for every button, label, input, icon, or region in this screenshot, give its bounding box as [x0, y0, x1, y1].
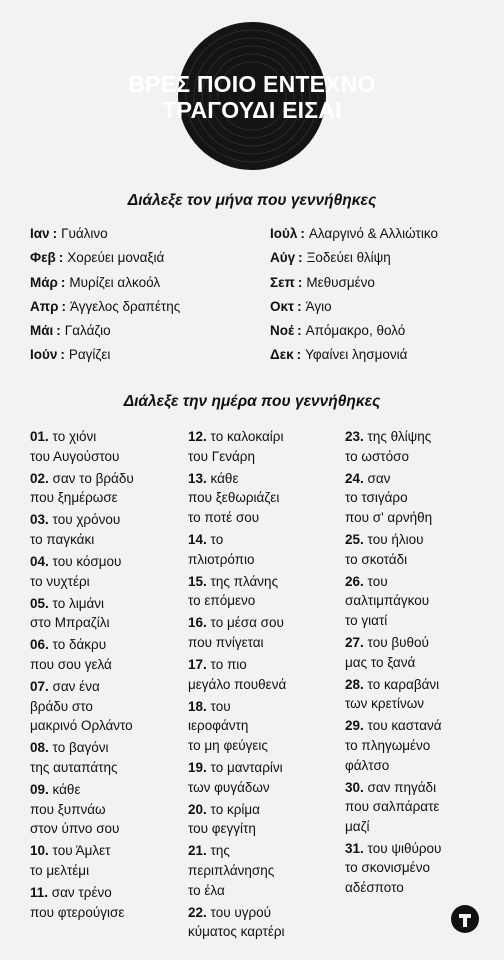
day-text: το καραβάνι: [367, 676, 440, 692]
day-text: της θλίψης: [367, 429, 432, 444]
day-text: σαν πηγάδι: [367, 779, 437, 795]
day-number: 26.: [345, 573, 364, 589]
day-text: που ξεθωριάζει: [188, 490, 280, 506]
day-line: [345, 839, 495, 859]
day-text: το βαγόνι: [52, 740, 109, 756]
day-text: το καλοκαίρι: [210, 429, 284, 444]
month-phrase: Γυάλινο: [61, 226, 108, 241]
day-line: [188, 572, 338, 592]
day-number: 09.: [30, 782, 49, 798]
day-number: 25.: [345, 531, 364, 547]
day-text: το επόμενο: [188, 593, 256, 609]
day-entry: [345, 469, 495, 528]
day-text: που σαλπάρατε: [345, 799, 440, 815]
day-entry: [188, 841, 338, 900]
day-text: του χρόνου: [52, 512, 121, 528]
day-entry: [345, 839, 495, 898]
day-column-1: [30, 427, 180, 925]
day-line: [30, 738, 180, 758]
day-text: κάθε: [210, 470, 239, 486]
day-entry: [345, 716, 495, 775]
month-row: [270, 275, 438, 299]
day-number: 31.: [345, 840, 364, 856]
day-number: 13.: [188, 470, 207, 486]
day-line: [30, 635, 180, 655]
day-entry: [345, 675, 495, 714]
day-text: το σκονισμένο: [345, 860, 430, 876]
month-row: [30, 226, 180, 250]
month-separator: :: [296, 347, 302, 363]
day-line: [345, 694, 495, 714]
day-text: του Άμλετ: [52, 843, 111, 859]
day-entry: [188, 613, 338, 652]
day-text: του Αυγούστου: [30, 448, 120, 464]
day-line: [345, 530, 495, 550]
day-text: κύματος καρτέρι: [188, 924, 285, 940]
day-text: το παγκάκι: [30, 531, 95, 547]
day-text: μεγάλο πουθενά: [188, 676, 287, 692]
day-number: 03.: [30, 512, 49, 528]
day-number: 23.: [345, 429, 364, 444]
month-phrase: Άγιο: [305, 298, 332, 314]
day-section-heading: Διάλεξε την ημέρα που γεννήθηκες: [123, 393, 381, 410]
day-number: 27.: [345, 634, 364, 650]
day-entry: [188, 903, 338, 942]
day-entry: [30, 552, 180, 591]
day-text: που ξημέρωσε: [30, 490, 118, 506]
day-line: [345, 675, 495, 695]
day-line: [188, 530, 338, 550]
day-line: [30, 716, 180, 736]
day-line: [188, 697, 338, 717]
day-text: το ωστόσο: [345, 448, 409, 464]
month-row: [30, 323, 180, 347]
day-line: [30, 655, 180, 675]
day-number: 12.: [188, 429, 207, 444]
day-line: [188, 800, 338, 820]
day-entry: [30, 635, 180, 674]
month-phrase: Υφαίνει λησμονιά: [305, 347, 408, 363]
day-line: [345, 550, 495, 570]
day-text: φάλτσο: [345, 757, 390, 773]
day-text: το μελτέμι: [30, 862, 90, 878]
day-text: μας το ξανά: [345, 654, 416, 670]
day-entry: [30, 469, 180, 508]
day-line: [30, 510, 180, 530]
day-text: που φτερούγισε: [30, 904, 125, 920]
page-title-line-2: ΤΡΑΓΟΥΔΙ ΕΙΣΑΙ: [162, 97, 342, 123]
month-abbr: Ιούλ: [270, 226, 298, 241]
day-number: 16.: [188, 615, 207, 631]
day-line: [188, 881, 338, 901]
day-line: [188, 550, 338, 570]
day-text: το μέσα σου: [210, 615, 284, 631]
day-text: στο Μπραζίλι: [30, 615, 110, 631]
day-text: του κόσμου: [52, 554, 122, 570]
day-text: το έλα: [188, 882, 225, 898]
month-phrase: Ξοδεύει θλίψη: [306, 250, 391, 266]
day-number: 28.: [345, 676, 364, 692]
day-entry: [188, 697, 338, 756]
day-entry: [188, 427, 338, 466]
day-text: που ξυπνάω: [30, 801, 106, 817]
month-phrase: Απόμακρο, θολό: [305, 323, 406, 339]
day-line: [30, 447, 180, 467]
month-abbr: Μάι: [30, 323, 54, 339]
day-line: [188, 758, 338, 778]
day-entry: [188, 469, 338, 528]
day-entry: [30, 427, 180, 466]
page-title-line-1: ΒΡΕΣ ΠΟΙΟ ΕΝΤΕΧΝΟ: [128, 71, 376, 97]
day-line: [188, 633, 338, 653]
day-number: 10.: [30, 843, 49, 859]
day-text: των κρετίνων: [345, 696, 425, 712]
day-line: [188, 922, 338, 942]
day-entry: [188, 800, 338, 839]
day-entry: [30, 841, 180, 880]
month-column-left: [30, 226, 180, 372]
day-entry: [188, 655, 338, 694]
day-line: [30, 861, 180, 881]
day-text: του Γενάρη: [188, 448, 255, 464]
day-line: [345, 633, 495, 653]
day-column-2: [188, 427, 338, 944]
month-abbr: Ιαν: [30, 226, 50, 241]
month-abbr: Απρ: [30, 298, 59, 314]
day-line: [345, 653, 495, 673]
day-text: του: [367, 573, 388, 589]
day-text: σαν το βράδυ: [52, 470, 134, 486]
month-separator: :: [297, 274, 303, 290]
day-text: περιπλάνησης: [188, 862, 275, 878]
month-phrase: Μυρίζει αλκοόλ: [69, 274, 161, 290]
day-line: [345, 817, 495, 837]
month-row: [30, 275, 180, 299]
day-line: [188, 841, 338, 861]
day-line: [30, 530, 180, 550]
day-text: της πλάνης: [210, 573, 279, 589]
month-abbr: Νοέ: [270, 323, 295, 339]
day-text: που σου γελά: [30, 657, 112, 673]
day-text: των φυγάδων: [188, 779, 270, 795]
day-text: το κρίμα: [210, 801, 260, 817]
day-number: 08.: [30, 740, 49, 756]
day-line: [188, 427, 338, 447]
day-line: [345, 591, 495, 611]
day-line: [188, 736, 338, 756]
day-line: [345, 427, 495, 447]
month-abbr: Ιούν: [30, 347, 58, 363]
day-line: [188, 716, 338, 736]
day-line: [188, 655, 338, 675]
day-number: 20.: [188, 801, 207, 817]
day-entry: [188, 758, 338, 797]
publisher-logo-icon: [451, 905, 479, 933]
day-text: που πνίγεται: [188, 634, 264, 650]
day-entry: [188, 572, 338, 611]
month-row: [270, 250, 438, 274]
day-entry: [30, 594, 180, 633]
day-number: 15.: [188, 573, 207, 589]
month-abbr: Δεκ: [270, 347, 294, 363]
day-entry: [345, 633, 495, 672]
day-text: μακρινό Ορλάντο: [30, 718, 133, 734]
day-number: 24.: [345, 470, 364, 486]
day-text: στον ύπνο σου: [30, 821, 120, 837]
month-column-right: [270, 226, 438, 372]
day-entry: [30, 738, 180, 777]
month-separator: :: [61, 298, 66, 314]
day-line: [188, 675, 338, 695]
day-number: 29.: [345, 718, 364, 734]
day-line: [30, 572, 180, 592]
day-line: [345, 572, 495, 592]
day-text: το ποτέ σου: [188, 509, 260, 525]
day-line: [30, 819, 180, 839]
month-row: [30, 250, 180, 274]
day-number: 14.: [188, 531, 207, 547]
day-text: το δάκρυ: [52, 637, 107, 653]
day-entry: [345, 530, 495, 569]
month-section-heading: Διάλεξε τον μήνα που γεννήθηκες: [127, 192, 377, 209]
day-number: 11.: [30, 885, 49, 901]
month-row: [270, 323, 438, 347]
month-abbr: Αύγ: [270, 250, 296, 266]
day-text: σαλτιμπάγκου: [345, 593, 430, 609]
day-column-3: [345, 427, 495, 900]
day-line: [30, 697, 180, 717]
day-entry: [345, 427, 495, 466]
day-line: [188, 508, 338, 528]
day-number: 06.: [30, 637, 49, 653]
day-text: το: [210, 531, 224, 547]
month-phrase: Χορεύει μοναξιά: [67, 250, 165, 266]
day-line: [188, 613, 338, 633]
day-text: του φεγγίτη: [188, 821, 256, 837]
day-line: [188, 778, 338, 798]
day-text: κάθε: [52, 782, 81, 798]
day-line: [345, 778, 495, 798]
day-line: [188, 469, 338, 489]
day-text: το τσιγάρο: [345, 490, 408, 506]
month-phrase: Γαλάζιο: [64, 323, 111, 339]
day-text: το μη φεύγεις: [188, 737, 268, 753]
month-separator: :: [60, 347, 65, 363]
month-separator: :: [298, 250, 303, 266]
day-text: το μανταρίνι: [210, 760, 283, 775]
day-text: το χιόνι: [52, 429, 97, 444]
day-line: [345, 797, 495, 817]
day-text: του υγρού: [210, 904, 272, 920]
month-phrase: Άγγελος δραπέτης: [69, 298, 181, 314]
day-text: το λιμάνι: [52, 595, 105, 611]
month-phrase: Ραγίζει: [68, 347, 111, 363]
day-line: [30, 903, 180, 923]
day-text: μαζί: [345, 818, 370, 834]
month-separator: :: [52, 226, 58, 241]
day-line: [345, 736, 495, 756]
day-line: [30, 613, 180, 633]
day-line: [30, 427, 180, 447]
day-line: [345, 508, 495, 528]
month-abbr: Οκτ: [270, 298, 295, 314]
month-phrase: Αλαργινό & Αλλιώτικο: [308, 226, 438, 241]
day-number: 18.: [188, 698, 207, 714]
day-text: σαν: [367, 470, 391, 486]
day-number: 19.: [188, 760, 207, 775]
day-number: 04.: [30, 554, 49, 570]
day-text: του: [210, 698, 231, 714]
day-line: [188, 447, 338, 467]
day-line: [188, 819, 338, 839]
month-separator: :: [60, 274, 66, 290]
day-entry: [345, 572, 495, 631]
day-line: [30, 552, 180, 572]
day-line: [345, 611, 495, 631]
day-number: 30.: [345, 779, 364, 795]
day-text: που σ' αρνήθη: [345, 509, 433, 525]
day-text: του καστανά: [367, 718, 442, 734]
day-line: [345, 756, 495, 776]
month-row: [270, 226, 438, 250]
day-entry: [30, 677, 180, 736]
day-line: [345, 716, 495, 736]
day-line: [30, 488, 180, 508]
day-number: 21.: [188, 843, 207, 859]
day-text: πλιοτρόπιο: [188, 551, 255, 567]
day-line: [30, 594, 180, 614]
month-separator: :: [297, 323, 302, 339]
day-text: του βυθού: [367, 634, 429, 650]
day-text: το γιατί: [345, 612, 388, 628]
day-line: [345, 469, 495, 489]
day-text: της: [210, 843, 230, 859]
day-text: το πιο: [210, 657, 247, 673]
day-entry: [30, 883, 180, 922]
day-text: σαν ένα: [52, 679, 100, 695]
day-entry: [30, 780, 180, 839]
month-separator: :: [297, 298, 302, 314]
day-text: του ψιθύρου: [367, 840, 442, 856]
day-text: του ήλιου: [367, 531, 424, 547]
day-text: το πληγωμένο: [345, 737, 431, 753]
day-line: [30, 677, 180, 697]
month-abbr: Μάρ: [30, 274, 58, 290]
day-line: [30, 841, 180, 861]
day-line: [188, 903, 338, 923]
day-line: [188, 861, 338, 881]
day-entry: [345, 778, 495, 837]
day-line: [345, 858, 495, 878]
day-number: 02.: [30, 470, 49, 486]
day-text: αδέσποτο: [345, 880, 404, 896]
day-text: το σκοτάδι: [345, 551, 408, 567]
day-text: το νυχτέρι: [30, 573, 90, 589]
day-entry: [188, 530, 338, 569]
day-number: 05.: [30, 595, 49, 611]
day-text: σαν τρένο: [51, 885, 112, 901]
day-line: [345, 488, 495, 508]
day-text: της αυταπάτης: [30, 760, 118, 775]
day-line: [30, 800, 180, 820]
day-entry: [30, 510, 180, 549]
day-number: 01.: [30, 429, 49, 444]
month-separator: :: [56, 323, 61, 339]
month-separator: :: [300, 226, 305, 241]
day-number: 17.: [188, 657, 207, 673]
month-separator: :: [58, 250, 64, 266]
day-number: 22.: [188, 904, 207, 920]
day-line: [30, 780, 180, 800]
day-line: [188, 591, 338, 611]
day-text: ιεροφάντη: [188, 718, 249, 734]
day-line: [30, 758, 180, 778]
day-line: [345, 447, 495, 467]
day-line: [30, 469, 180, 489]
month-phrase: Μεθυσμένο: [306, 274, 375, 290]
month-abbr: Σεπ: [270, 274, 295, 290]
month-abbr: Φεβ: [30, 250, 56, 266]
day-line: [30, 883, 180, 903]
day-line: [188, 488, 338, 508]
month-row: [270, 347, 438, 371]
month-row: [270, 299, 438, 323]
month-row: [30, 299, 180, 323]
month-row: [30, 347, 180, 371]
day-line: [345, 878, 495, 898]
day-number: 07.: [30, 679, 49, 695]
day-text: βράδυ στο: [30, 698, 93, 714]
